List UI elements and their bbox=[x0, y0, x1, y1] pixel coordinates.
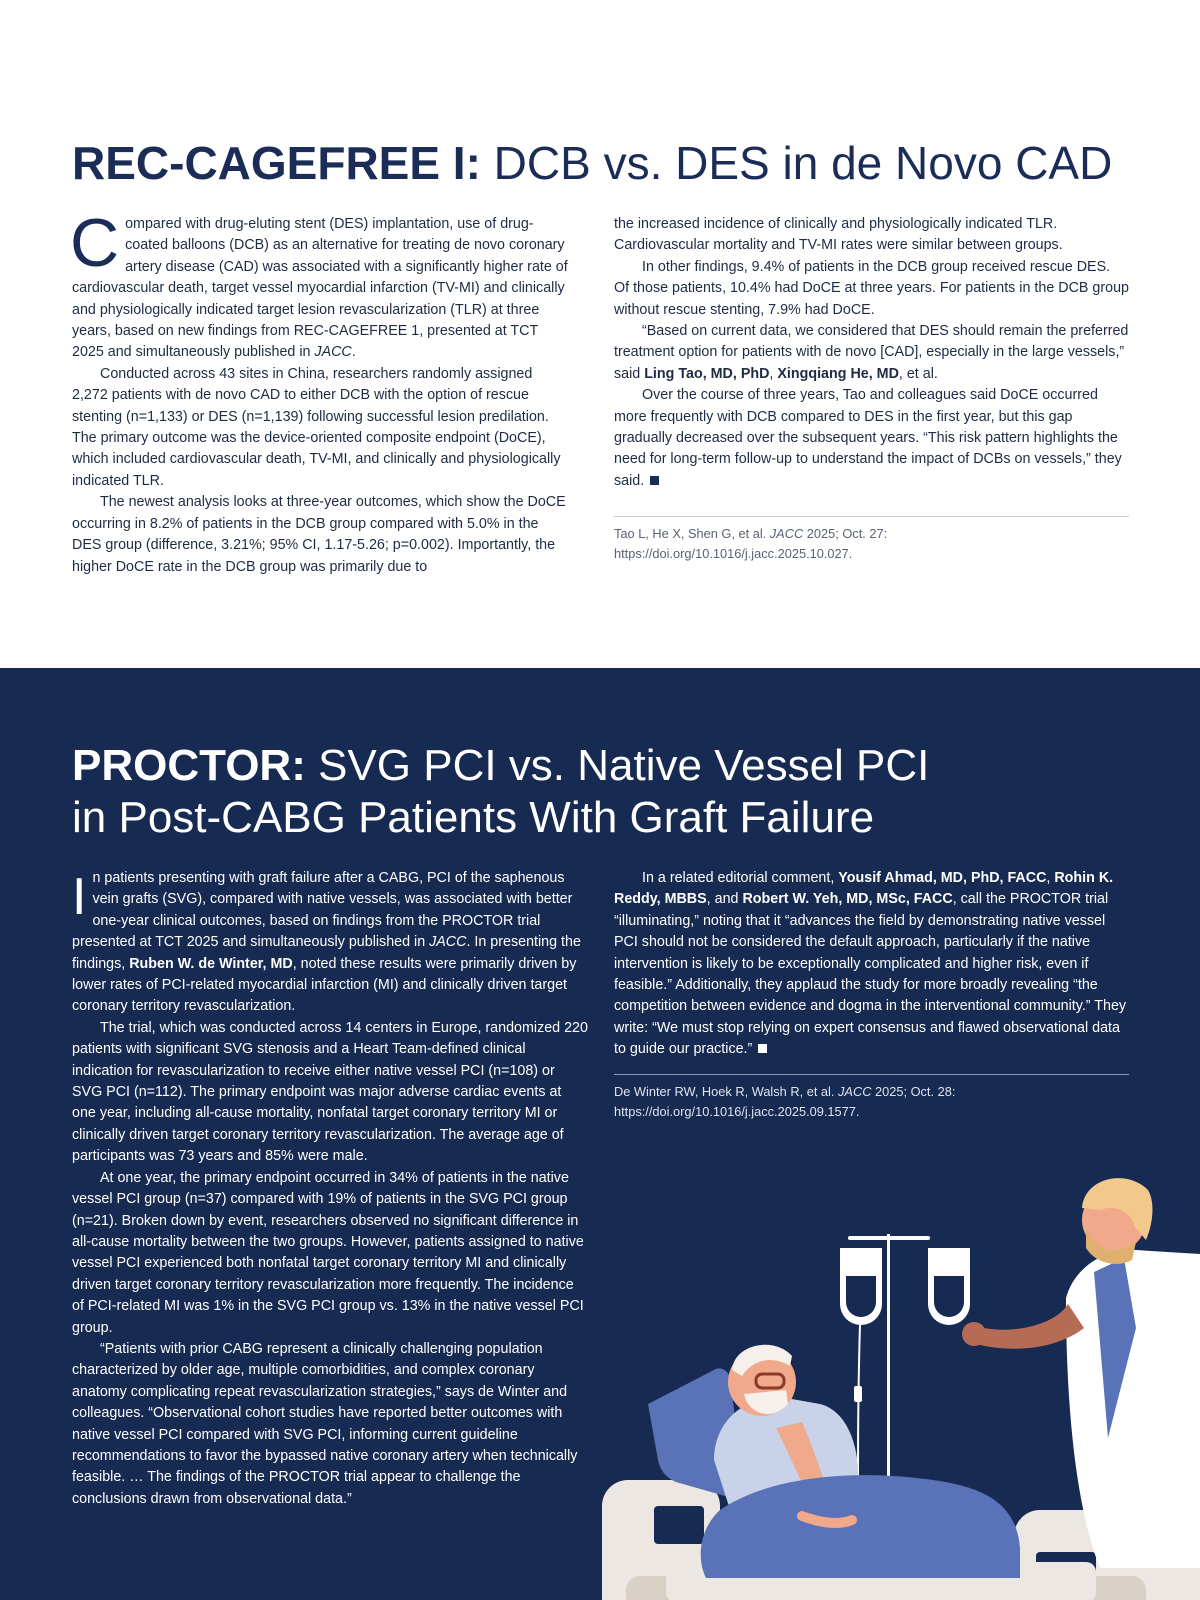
article-title-rest: SVG PCI vs. Native Vessel PCI bbox=[305, 741, 930, 790]
end-mark-icon bbox=[650, 476, 659, 485]
article-rec-cagefree bbox=[0, 0, 1200, 668]
article-title-bold: REC-CAGEFREE I: bbox=[72, 137, 481, 189]
paragraph: The trial, which was conducted across 14 centers in Europe, randomized 220 patients with significant SVG stenosis and a Heart Team-defined clinical indication for revascularization to receive either native vessel PCI (n=108) or SVG PCI (n=112). The primary endpoint was major adverse cardiac events at one year, including all-cause mortality, nonfatal target coronary territory MI or clinically driven target coronary territory revascularization. The average age of participants was 73 years and 85% were male. bbox=[72, 1019, 588, 1165]
article-title-rest: DCB vs. DES in de Novo CAD bbox=[480, 137, 1113, 189]
author-name: Ling Tao, MD, PhD bbox=[644, 365, 770, 382]
paragraph: the increased incidence of clinically and physiologically indicated TLR. Cardiovascular mortality and TV-MI rates were similar between groups. bbox=[614, 216, 1063, 254]
article-column-right bbox=[614, 868, 1132, 1061]
article-title bbox=[72, 136, 1152, 190]
paragraph: In other findings, 9.4% of patients in the DCB group received rescue DES. Of those patients, 10.4% had DoCE at three years. For patients in the DCB group without rescue stenting, 7.9% had DoCE. bbox=[614, 258, 1129, 318]
paragraph: Compared with drug-eluting stent (DES) implantation, use of drug-coated balloons (DCB) as an alternative for treating de novo coronary artery disease (CAD) was associated with a significantly higher rate of cardiovascular death, target vessel myocardial infarction (TV-MI) and clinically and physiologically indicated target lesion revascularization (TLR) at three years, based on new findings from REC-CAGEFREE 1, presented at TCT 2025 and simultaneously published in JACC. bbox=[70, 205, 568, 361]
divider bbox=[614, 516, 1129, 517]
paragraph: Conducted across 43 sites in China, researchers randomly assigned 2,272 patients with de novo CAD to either DCB with the option of rescue stenting (n=1,133) or DES (n=1,139) following successful lesion predilation. The primary outcome was the device-oriented composite endpoint (DoCE), which included cardiovascular death, TV-MI, and clinically and physiologically indicated TLR. bbox=[72, 365, 561, 489]
author-name: Rohin K. Reddy, MBBS bbox=[614, 870, 1114, 908]
divider bbox=[614, 1074, 1129, 1075]
hospital-illustration bbox=[596, 1108, 1200, 1600]
article-proctor bbox=[0, 668, 1200, 1600]
article-column-left bbox=[70, 205, 568, 578]
article-column-left bbox=[72, 868, 588, 1510]
paragraph: “Based on current data, we considered that DES should remain the preferred treatment option for patients with de novo [CAD], especially in the large vessels,” said Ling Tao, MD, PhD, Xingqiang He, MD, et al. bbox=[614, 323, 1129, 382]
drop-cap: C bbox=[70, 205, 120, 281]
author-name: Yousif Ahmad, MD, PhD, FACC bbox=[838, 870, 1047, 886]
paragraph: Over the course of three years, Tao and colleagues said DoCE occurred more frequently with DCB compared to DES in the first year, but this gap gradually decreased over the subsequent years. “This risk pattern highlights the need for long-term follow-up to understand the impact of DCBs on vessels,” they said. bbox=[614, 387, 1122, 489]
article-title-line2: in Post-CABG Patients With Graft Failure bbox=[72, 793, 875, 842]
paragraph: At one year, the primary endpoint occurred in 34% of patients in the native vessel PCI group (n=37) compared with 19% of patients in the SVG PCI group (n=21). Broken down by event, researchers observed no significant difference in all-cause mortality between the two groups. However, patients assigned to native vessel PCI experienced both nonfatal target coronary territory MI and clinically driven target coronary territory revascularization more frequently. The incidence of PCI-related MI was 1% in the SVG PCI group vs. 13% in the native vessel PCI group. bbox=[72, 1169, 584, 1336]
citation: De Winter RW, Hoek R, Walsh R, et al. JACC 2025; Oct. 28: https://doi.org/10.1016/j.jacc.2025.09.1577. bbox=[614, 1084, 956, 1119]
paragraph: In patients presenting with graft failure after a CABG, PCI of the saphenous vein grafts (SVG), compared with native vessels, was associated with better one-year clinical outcomes, based on findings from the PROCTOR trial presented at TCT 2025 and simultaneously published in JACC. In presenting the findings, Ruben W. de Winter, MD, noted these results were primarily driven by lower rates of PCI-related myocardial infarction (MI) and clinically driven target coronary territory revascularization. bbox=[72, 868, 581, 1015]
author-name: Ruben W. de Winter, MD bbox=[129, 955, 293, 972]
paragraph: The newest analysis looks at three-year outcomes, which show the DoCE occurring in 8.2% of patients in the DCB group compared with 5.0% in the DES group (difference, 3.21%; 95% CI, 1.17-5.26; p=0.002). Importantly, the higher DoCE rate in the DCB group was primarily due to bbox=[72, 494, 566, 575]
author-name: Robert W. Yeh, MD, MSc, FACC bbox=[742, 891, 953, 908]
author-name: Xingqiang He, MD bbox=[777, 365, 899, 382]
drop-cap: I bbox=[72, 868, 87, 926]
end-mark-icon bbox=[758, 1044, 767, 1053]
paragraph: “Patients with prior CABG represent a clinically challenging population characterized by older age, multiple comorbidities, and complex coronary anatomy complicating repeat revascularization strategies,” says de Winter and colleagues. “Observational cohort studies have reported better outcomes with native vessel PCI compared with SVG PCI, informing current guideline recommendations to favor the bypassed native coronary artery when technically feasible. … The findings of the PROCTOR trial appear to challenge the conclusions drawn from observational data.” bbox=[72, 1340, 578, 1507]
article-title bbox=[72, 740, 1072, 844]
article-title-bold: PROCTOR: bbox=[72, 741, 306, 790]
paragraph: In a related editorial comment, Yousif Ahmad, MD, PhD, FACC, Rohin K. Reddy, MBBS, and Robert W. Yeh, MD, MSc, FACC, call the PROCTOR trial “illuminating,” noting that it “advances the field by demonstrating native vessel PCI should not be considered the default approach, particularly if the native intervention is likely to be exceptionally complicated and higher risk, even if feasible.” Additionally, they applaud the study for more broadly revealing “the competition between evidence and dogma in the interventional community.” They write: “We must stop relying on expert consensus and flawed observational data to guide our practice.” bbox=[614, 870, 1127, 1058]
article-column-right bbox=[614, 214, 1129, 492]
citation: Tao L, He X, Shen G, et al. JACC 2025; Oct. 27: https://doi.org/10.1016/j.jacc.2025.10.027. bbox=[614, 526, 888, 561]
